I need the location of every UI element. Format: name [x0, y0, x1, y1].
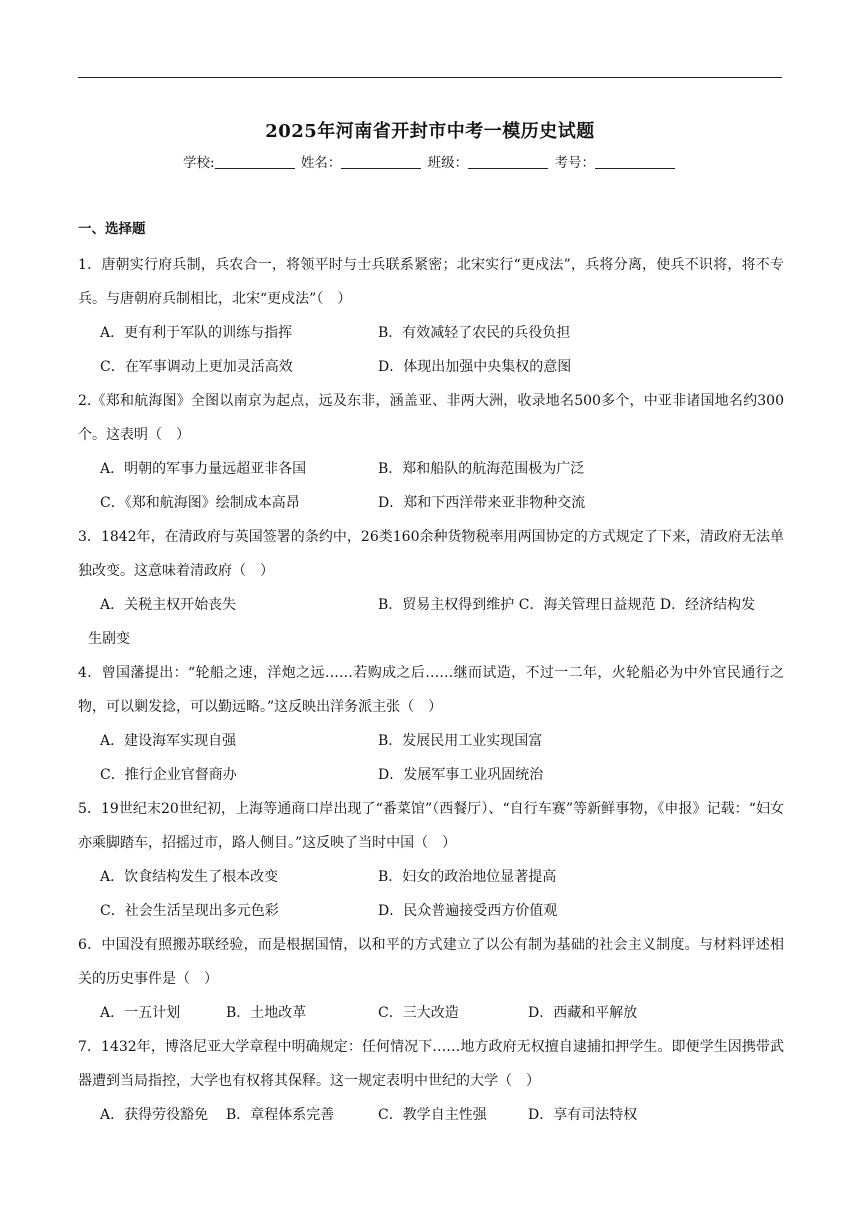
- question-list: [78, 217, 784, 1132]
- class-label: 班级：: [427, 155, 469, 171]
- option-b: B．章程体系完善: [226, 1107, 335, 1123]
- option-a: A．获得劳役豁免: [100, 1107, 209, 1123]
- option-a: A．明朝的军事力量远超亚非各国: [100, 461, 307, 477]
- option-c: C．《郑和航海图》绘制成本高昂: [100, 495, 300, 511]
- option-a: A．一五计划: [100, 1005, 181, 1021]
- student-info-line: [0, 151, 860, 171]
- option-d: D．享有司法特权: [528, 1107, 638, 1123]
- option-b: B．郑和船队的航海范围极为广泛: [378, 461, 585, 477]
- option-b: B．有效减轻了农民的兵役负担: [378, 325, 571, 341]
- question-7-options: [78, 1098, 784, 1132]
- question-3-option-tail: 生剧变: [88, 631, 130, 647]
- question-4-stem: 4．曾国藩提出：“轮船之速，洋炮之远……若购成之后……继而试造，不过一二年，火轮船必为中外官民通行之物，可以剿发捻，可以勤远略。”这反映出洋务派主张（ ）: [78, 665, 784, 715]
- question-1-stem: 1．唐朝实行府兵制，兵农合一，将领平时与士兵联系紧密；北宋实行“更戍法”，兵将分离，使兵不识将，将不专兵。与唐朝府兵制相比，北宋“更戍法”（ ）: [78, 257, 784, 307]
- option-d: D．体现出加强中央集权的意图: [378, 359, 572, 375]
- question-5-options: [78, 860, 784, 928]
- option-c: C．三大改造: [378, 1005, 459, 1021]
- question-4-options: [78, 724, 784, 792]
- question-1-options: [78, 316, 784, 384]
- option-a: A．建设海军实现自强: [100, 733, 237, 749]
- option-a: A．饮食结构发生了根本改变: [100, 869, 279, 885]
- option-c: C．在军事调动上更加灵活高效: [100, 359, 293, 375]
- question-6-options: [78, 996, 784, 1030]
- class-blank[interactable]: [468, 154, 548, 169]
- exam-no-label: 考号：: [554, 155, 595, 171]
- option-a: A．更有利于军队的训练与指挥: [100, 325, 293, 341]
- question-7-stem: 7．1432年，博洛尼亚大学章程中明确规定：任何情况下……地方政府无权擅自逮捕扣押学生。即便学生因携带武器遭到当局指控，大学也有权将其保释。这一规定表明中世纪的大学（ ）: [78, 1039, 784, 1089]
- question-2-stem: 2.《郑和航海图》全图以南京为起点，远及东非，涵盖亚、非两大洲，收录地名500多个，中亚非诸国地名约300个。这表明（ ）: [78, 393, 784, 443]
- header-rule: [78, 77, 782, 78]
- school-blank[interactable]: [215, 154, 295, 169]
- exam-no-blank[interactable]: [595, 154, 675, 169]
- question-6-stem: 6．中国没有照搬苏联经验，而是根据国情，以和平的方式建立了以公有制为基础的社会主义制度。与材料评述相关的历史事件是（ ）: [78, 937, 784, 987]
- question-2-options: [78, 452, 784, 520]
- option-b: B．土地改革: [226, 1005, 307, 1021]
- option-c: C．推行企业官督商办: [100, 767, 237, 783]
- option-a: A．关税主权开始丧失: [100, 597, 237, 613]
- option-b: B．发展民用工业实现国富: [378, 733, 543, 749]
- option-bcd: B．贸易主权得到维护 C．海关管理日益规范 D．经济结构发: [378, 597, 756, 613]
- option-d: D．西藏和平解放: [528, 1005, 638, 1021]
- page-title: 2025年河南省开封市中考一模历史试题: [265, 121, 595, 142]
- option-c: C．教学自主性强: [378, 1107, 487, 1123]
- name-label: 姓名：: [300, 155, 342, 171]
- option-d: D．民众普遍接受西方价值观: [378, 903, 558, 919]
- question-3-options: [78, 588, 784, 622]
- section-heading: 一、选择题: [78, 221, 146, 237]
- option-d: D．发展军事工业巩固统治: [378, 767, 544, 783]
- option-c: C．社会生活呈现出多元色彩: [100, 903, 279, 919]
- option-d: D．郑和下西洋带来亚非物种交流: [378, 495, 586, 511]
- question-3-stem: 3．1842年，在清政府与英国签署的条约中，26类160余种货物税率用两国协定的方式规定了下来，清政府无法单独改变。这意味着清政府（ ）: [78, 529, 784, 579]
- name-blank[interactable]: [341, 154, 421, 169]
- question-5-stem: 5．19世纪末20世纪初，上海等通商口岸出现了“番菜馆”（西餐厅）、“自行车赛”等新鲜事物，《申报》记载：“妇女亦乘脚踏车，招摇过市，路人侧目。”这反映了当时中国（ ）: [78, 801, 784, 851]
- school-label: 学校:: [183, 155, 215, 171]
- option-b: B．妇女的政治地位显著提高: [378, 869, 557, 885]
